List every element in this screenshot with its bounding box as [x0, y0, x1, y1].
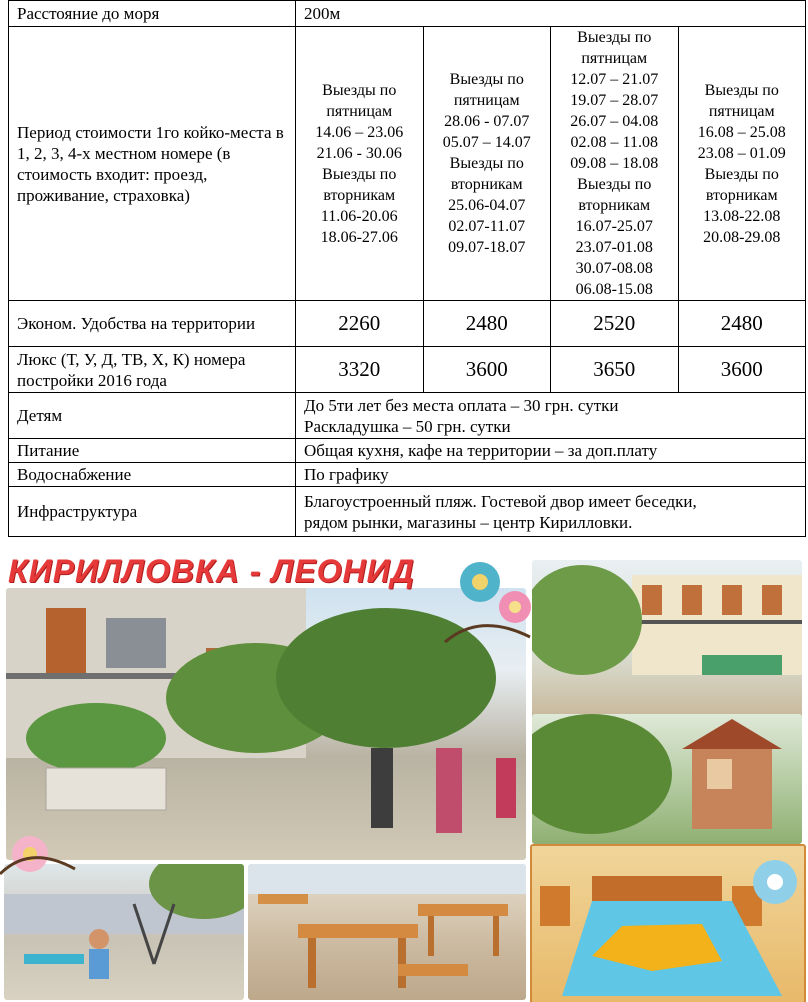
period-line: 02.08 – 11.08	[570, 134, 658, 151]
period-line: пятницам	[708, 102, 775, 120]
infra-line-1: Благоустроенный пляж. Гостевой двор имеет беседки,	[304, 491, 697, 511]
econom-price-4: 2480	[678, 301, 806, 347]
period-line: 09.08 – 18.08	[570, 155, 659, 172]
period-line: 30.07-08.08	[575, 260, 653, 277]
period-line: 23.07-01.08	[575, 239, 653, 256]
row-infra	[9, 487, 806, 537]
period-line: 14.06 – 23.06	[315, 123, 404, 141]
row-food	[9, 439, 806, 463]
period-label: Период стоимости 1го койко-места в 1, 2, 3, 4-х местном номере (в стоимость входит: проезд, проживание, страховка)	[9, 27, 296, 301]
period-line: 18.06-27.06	[320, 228, 398, 246]
period-line: 06.08-15.08	[575, 281, 653, 298]
flower-decoration-icon	[0, 814, 80, 884]
period-line: 05.07 – 14.07	[442, 134, 531, 151]
infra-line-2: рядом рынки, магазины – центр Кирилловки.	[304, 512, 633, 532]
playground-photo	[4, 864, 244, 1000]
period-line: 26.07 – 04.08	[570, 113, 659, 130]
poster-title: КИРИЛЛОВКА - ЛЕОНИД	[8, 553, 415, 589]
period-line: 20.08-29.08	[703, 228, 781, 246]
food-label: Питание	[9, 439, 296, 463]
gazebo-photo	[532, 714, 802, 844]
period-line: 28.06 - 07.07	[444, 113, 530, 130]
period-line: Выезды по	[322, 81, 397, 99]
lux-price-4: 3600	[678, 347, 806, 393]
playground-drawing	[4, 864, 244, 1000]
period-line: 13.08-22.08	[703, 207, 781, 225]
children-value	[296, 393, 806, 439]
period-col-3	[551, 27, 679, 301]
period-line: 11.06-20.06	[320, 207, 398, 225]
period-line: пятницам	[453, 92, 520, 109]
sea-distance-value: 200м	[296, 1, 806, 27]
period-line: 21.06 - 30.06	[316, 144, 402, 162]
row-children	[9, 393, 806, 439]
period-line: 09.07-18.07	[448, 239, 526, 256]
period-line: 25.06-04.07	[448, 197, 526, 214]
building-drawing	[532, 560, 802, 720]
lux-price-2: 3600	[423, 347, 551, 393]
row-lux	[9, 347, 806, 393]
flower-decoration-icon	[440, 552, 540, 652]
period-line: 16.08 – 25.08	[697, 123, 786, 141]
period-col-2	[423, 27, 551, 301]
period-line: вторникам	[323, 186, 396, 204]
period-line: Выезды по	[577, 29, 652, 46]
building-photo	[532, 560, 802, 720]
period-line: Выезды по	[449, 71, 524, 88]
infra-label: Инфраструктура	[9, 487, 296, 537]
lux-label: Люкс (Т, У, Д, ТВ, Х, К) номера постройки 2016 года	[9, 347, 296, 393]
water-value: По графику	[296, 463, 806, 487]
econom-price-2: 2480	[423, 301, 551, 347]
row-water	[9, 463, 806, 487]
infra-value	[296, 487, 806, 537]
period-line: Выезды по	[322, 165, 397, 183]
period-line: 23.08 – 01.09	[697, 144, 786, 162]
period-line: пятницам	[326, 102, 393, 120]
cafe-photo	[248, 864, 526, 1000]
period-line: Выезды по	[704, 81, 779, 99]
row-period	[9, 27, 806, 301]
row-econom	[9, 301, 806, 347]
period-line: вторникам	[450, 176, 523, 193]
econom-price-3: 2520	[551, 301, 679, 347]
children-line-1: До 5ти лет без места оплата – 30 грн. сутки	[304, 395, 619, 415]
period-line: вторникам	[578, 197, 651, 214]
lux-price-1: 3320	[296, 347, 424, 393]
lux-price-3: 3650	[551, 347, 679, 393]
flower-decoration-icon	[730, 842, 808, 922]
sea-distance-label: Расстояние до моря	[9, 1, 296, 27]
period-line: 02.07-11.07	[448, 218, 526, 235]
food-value: Общая кухня, кафе на территории – за доп.плату	[296, 439, 806, 463]
hotel-photo-collage	[0, 552, 808, 1002]
row-sea-distance	[9, 1, 806, 27]
period-line: 12.07 – 21.07	[570, 71, 659, 88]
period-col-4	[678, 27, 806, 301]
period-col-1	[296, 27, 424, 301]
econom-price-1: 2260	[296, 301, 424, 347]
info-table	[8, 0, 806, 537]
period-line: пятницам	[581, 50, 648, 67]
gazebo-drawing	[532, 714, 802, 844]
children-label: Детям	[9, 393, 296, 439]
cafe-drawing	[248, 864, 526, 1000]
water-label: Водоснабжение	[9, 463, 296, 487]
econom-label: Эконом. Удобства на территории	[9, 301, 296, 347]
period-line: вторникам	[705, 186, 778, 204]
period-line: Выезды по	[704, 165, 779, 183]
period-line: 16.07-25.07	[575, 218, 653, 235]
period-line: 19.07 – 28.07	[570, 92, 659, 109]
period-line: Выезды по	[449, 155, 524, 172]
period-line: Выезды по	[577, 176, 652, 193]
children-line-2: Раскладушка – 50 грн. сутки	[304, 416, 511, 436]
